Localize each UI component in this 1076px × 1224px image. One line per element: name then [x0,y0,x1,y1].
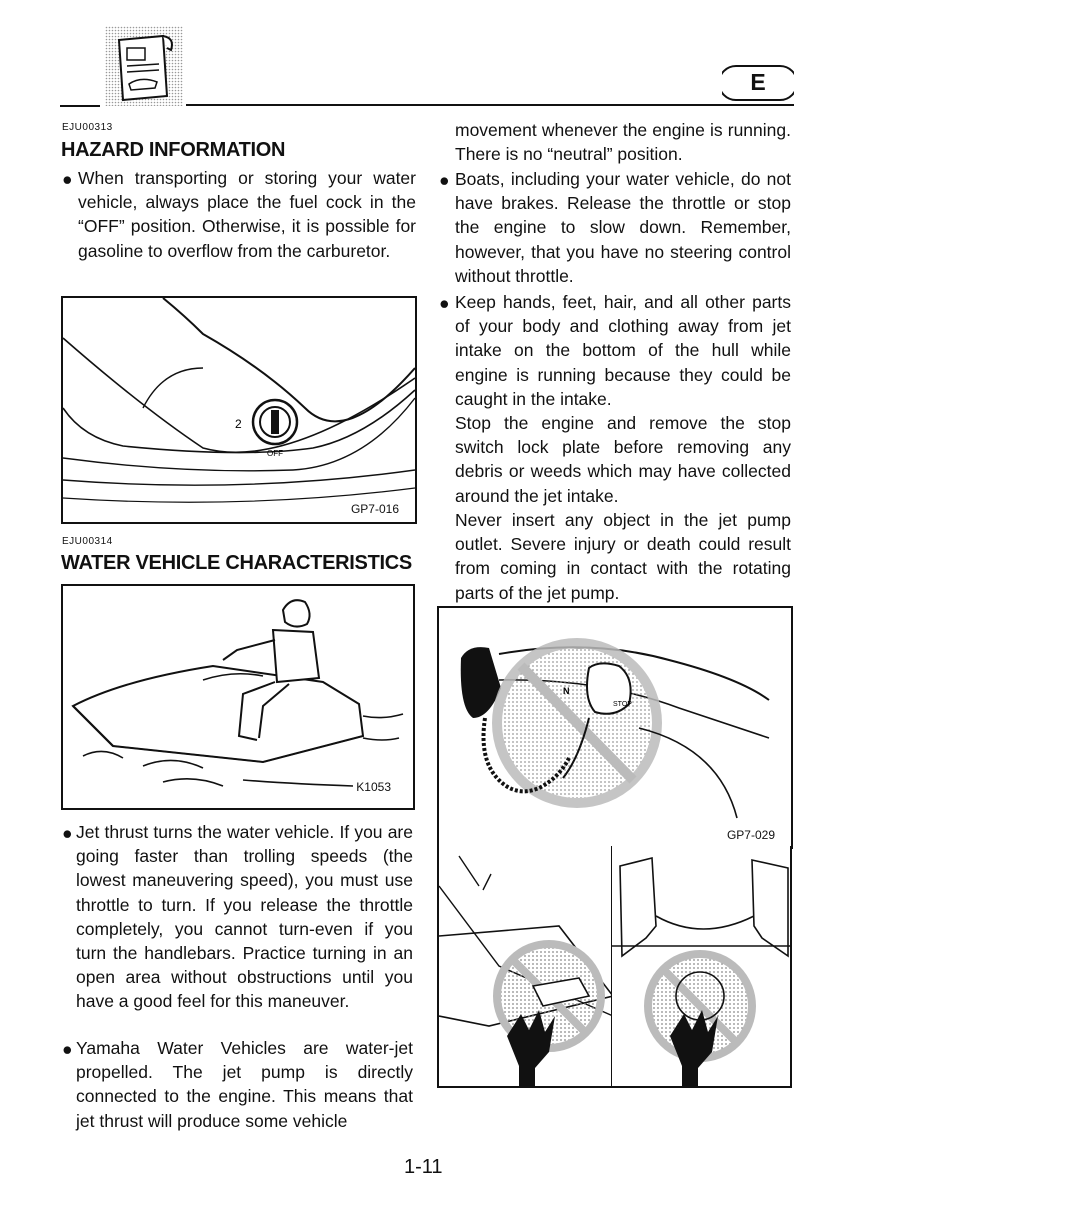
section-code: EJU00314 [62,536,113,547]
header-rule-left [60,105,100,107]
bullet-dot: ● [439,293,450,313]
jet-intake-left-panel [437,846,615,1088]
jet-intake-right-panel [611,846,792,1088]
hazard-paragraph: When transporting or storing your water vehicle, always place the fuel cock in the “OFF” position. Otherwise, it is possible for gasoline to overflow from the carburetor. [78,168,416,261]
bullet-dot: ● [62,1039,73,1059]
continued-paragraph: movement whenever the engine is running. There is no “neutral” position. [455,120,791,165]
header-rule-right [186,104,794,106]
stop-engine-paragraph: Stop the engine and remove the stop switch lock plate before removing any debris or weeds which may have collected around the jet intake. [455,413,791,506]
figure-label: K1053 [356,780,391,794]
figure-label: GP7-029 [726,828,775,842]
fuel-cock-mark: 2 [235,417,242,431]
language-badge-letter: E [750,69,766,95]
bullet-dot: ● [439,170,450,190]
language-badge [722,64,794,102]
stop-mark: STOP [613,701,632,708]
page-number: 1-11 [404,1156,443,1178]
fuel-cock-off-mark: OFF [267,449,283,458]
rider-figure [61,584,415,810]
bullet-dot: ● [62,823,73,843]
stop-switch-figure [437,606,793,849]
section-title-hazard: HAZARD INFORMATION [61,139,286,161]
jet-thrust-paragraph: Jet thrust turns the water vehicle. If you are going faster than trolling speeds (the lowest maneuvering speed), you must use throttle to turn. If you release the throttle completely, you cannot turn-even if you turn the handlebars. Practice turning in an open area without obstructions until you have a good feel for this maneuver. [76,822,413,1012]
manual-icon [105,26,183,106]
water-jet-paragraph: Yamaha Water Vehicles are water-jet propelled. The jet pump is directly connected to the engine. This means that jet thrust will produce some vehicle [76,1038,413,1131]
jet-pump-paragraph: Never insert any object in the jet pump outlet. Severe injury or death could result from coming in contact with the rotating parts of the jet pump. [455,510,791,603]
neutral-mark: N [563,686,570,696]
fuel-cock-figure [61,296,417,524]
jet-intake-paragraph: Keep hands, feet, hair, and all other parts of your body and clothing away from jet intake on the bottom of the hull while engine is running because they could be caught in the intake. [455,292,791,409]
section-code: EJU00313 [62,122,113,133]
section-title-characteristics: WATER VEHICLE CHARACTERISTICS [61,552,412,574]
owner-manual-icon [105,26,183,106]
brakes-paragraph: Boats, including your water vehicle, do not have brakes. Release the throttle or stop the engine to slow down. Remember, however, that you have no steering control without throttle. [455,169,791,286]
bullet-dot: ● [62,169,73,189]
figure-label: GP7-016 [350,502,399,516]
